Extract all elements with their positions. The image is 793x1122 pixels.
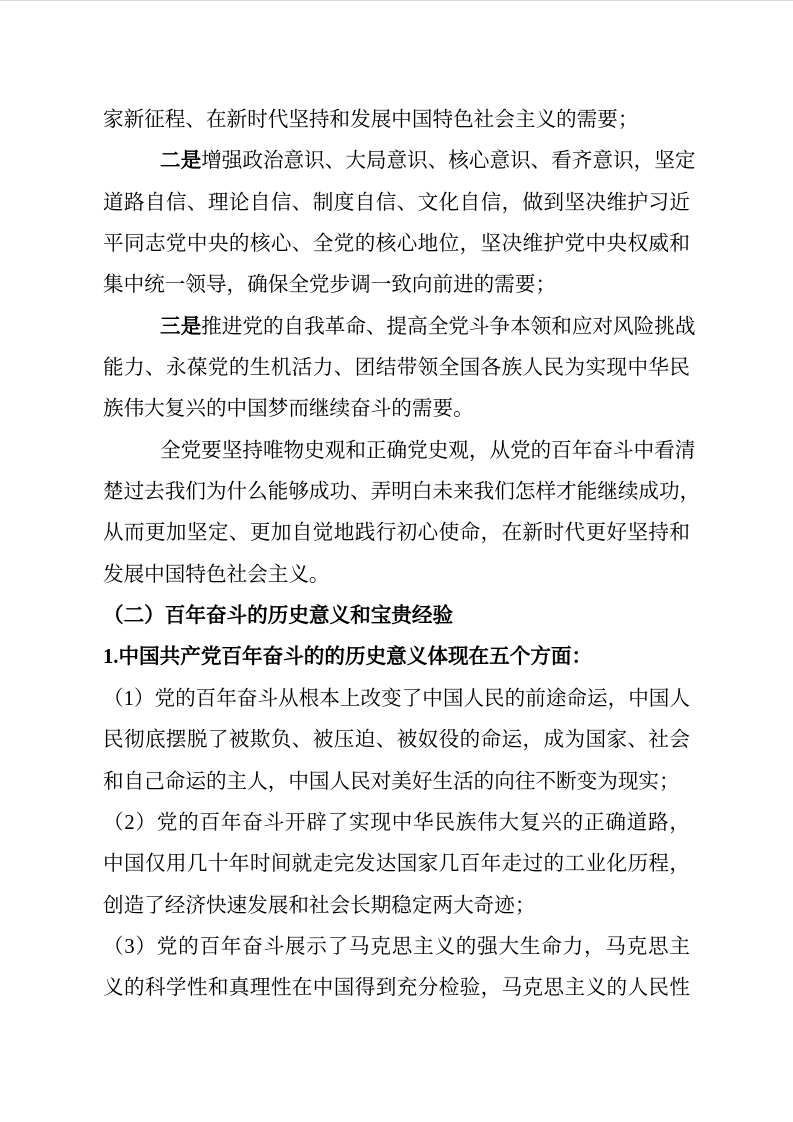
text-segment: 民彻底摆脱了被欺负、被压迫、被奴役的命运，成为国家、社会	[103, 729, 690, 752]
text-line	[103, 596, 690, 637]
text-line	[103, 389, 690, 430]
document-body	[103, 100, 701, 1010]
text-segment: 创造了经济快速发展和社会长期稳定两大奇迹；	[103, 894, 536, 917]
text-segment: 家新征程、在新时代坚持和发展中国特色社会主义的需要；	[103, 109, 639, 131]
text-line	[103, 100, 690, 141]
text-line	[103, 265, 690, 306]
text-segment: （3）党的百年奋斗展示了马克思主义的强大生命力，马克思主	[103, 935, 690, 958]
text-line	[103, 307, 696, 348]
text-line	[103, 844, 690, 885]
text-segment: 推进党的自我革命、提高全党斗争本领和应对风险挑战	[201, 315, 696, 338]
text-segment: 集中统一领导，确保全党步调一致向前进的需要；	[103, 274, 557, 297]
bold-text-segment: （二）百年奋斗的历史意义和宝贵经验	[103, 605, 454, 628]
text-line	[103, 513, 690, 554]
text-segment: 发展中国特色社会主义。	[103, 563, 330, 586]
text-segment: 楚过去我们为什么能够成功、弄明白未来我们怎样才能继续成功，	[103, 481, 701, 504]
text-segment: 全党要坚持唯物史观和正确党史观，从党的百年奋斗中看清	[160, 439, 696, 462]
text-line	[103, 224, 690, 265]
text-line	[103, 886, 690, 927]
bold-text-segment: 1.中国共产党百年奋斗的的历史意义体现在五个方面：	[103, 646, 593, 669]
page-top-border	[0, 0, 793, 1]
text-line	[103, 679, 690, 720]
bold-text-segment: 二是	[160, 150, 202, 173]
text-segment: 从而更加坚定、更加自觉地践行初心使命，在新时代更好坚持和	[103, 522, 690, 545]
text-segment: （2）党的百年奋斗开辟了实现中华民族伟大复兴的正确道路，	[103, 811, 690, 834]
text-line	[103, 348, 690, 389]
text-line	[103, 803, 690, 844]
text-line	[103, 183, 690, 224]
bold-text-segment: 三是	[160, 315, 202, 338]
text-line	[103, 720, 690, 761]
text-line	[103, 141, 696, 182]
text-segment: （1）党的百年奋斗从根本上改变了中国人民的前途命运，中国人	[103, 687, 690, 710]
text-line	[103, 968, 690, 1009]
text-segment: 能力、永葆党的生机活力、团结带领全国各族人民为实现中华民	[103, 357, 690, 380]
text-segment: 道路自信、理论自信、制度自信、文化自信，做到坚决维护习近	[103, 191, 690, 214]
text-segment: 平同志党中央的核心、全党的核心地位，坚决维护党中央权威和	[103, 233, 690, 256]
text-segment: 义的科学性和真理性在中国得到充分检验，马克思主义的人民性	[103, 977, 690, 1000]
text-line	[103, 927, 690, 968]
text-line	[103, 762, 690, 803]
text-line	[103, 555, 690, 596]
text-segment: 和自己命运的主人，中国人民对美好生活的向往不断变为现实；	[103, 770, 680, 793]
text-line	[103, 637, 690, 678]
text-segment: 族伟大复兴的中国梦而继续奋斗的需要。	[103, 398, 474, 421]
text-line	[103, 472, 701, 513]
text-segment: 中国仅用几十年时间就走完发达国家几百年走过的工业化历程，	[103, 853, 690, 876]
text-segment: 增强政治意识、大局意识、核心意识、看齐意识，坚定	[201, 150, 696, 173]
text-line	[103, 431, 696, 472]
